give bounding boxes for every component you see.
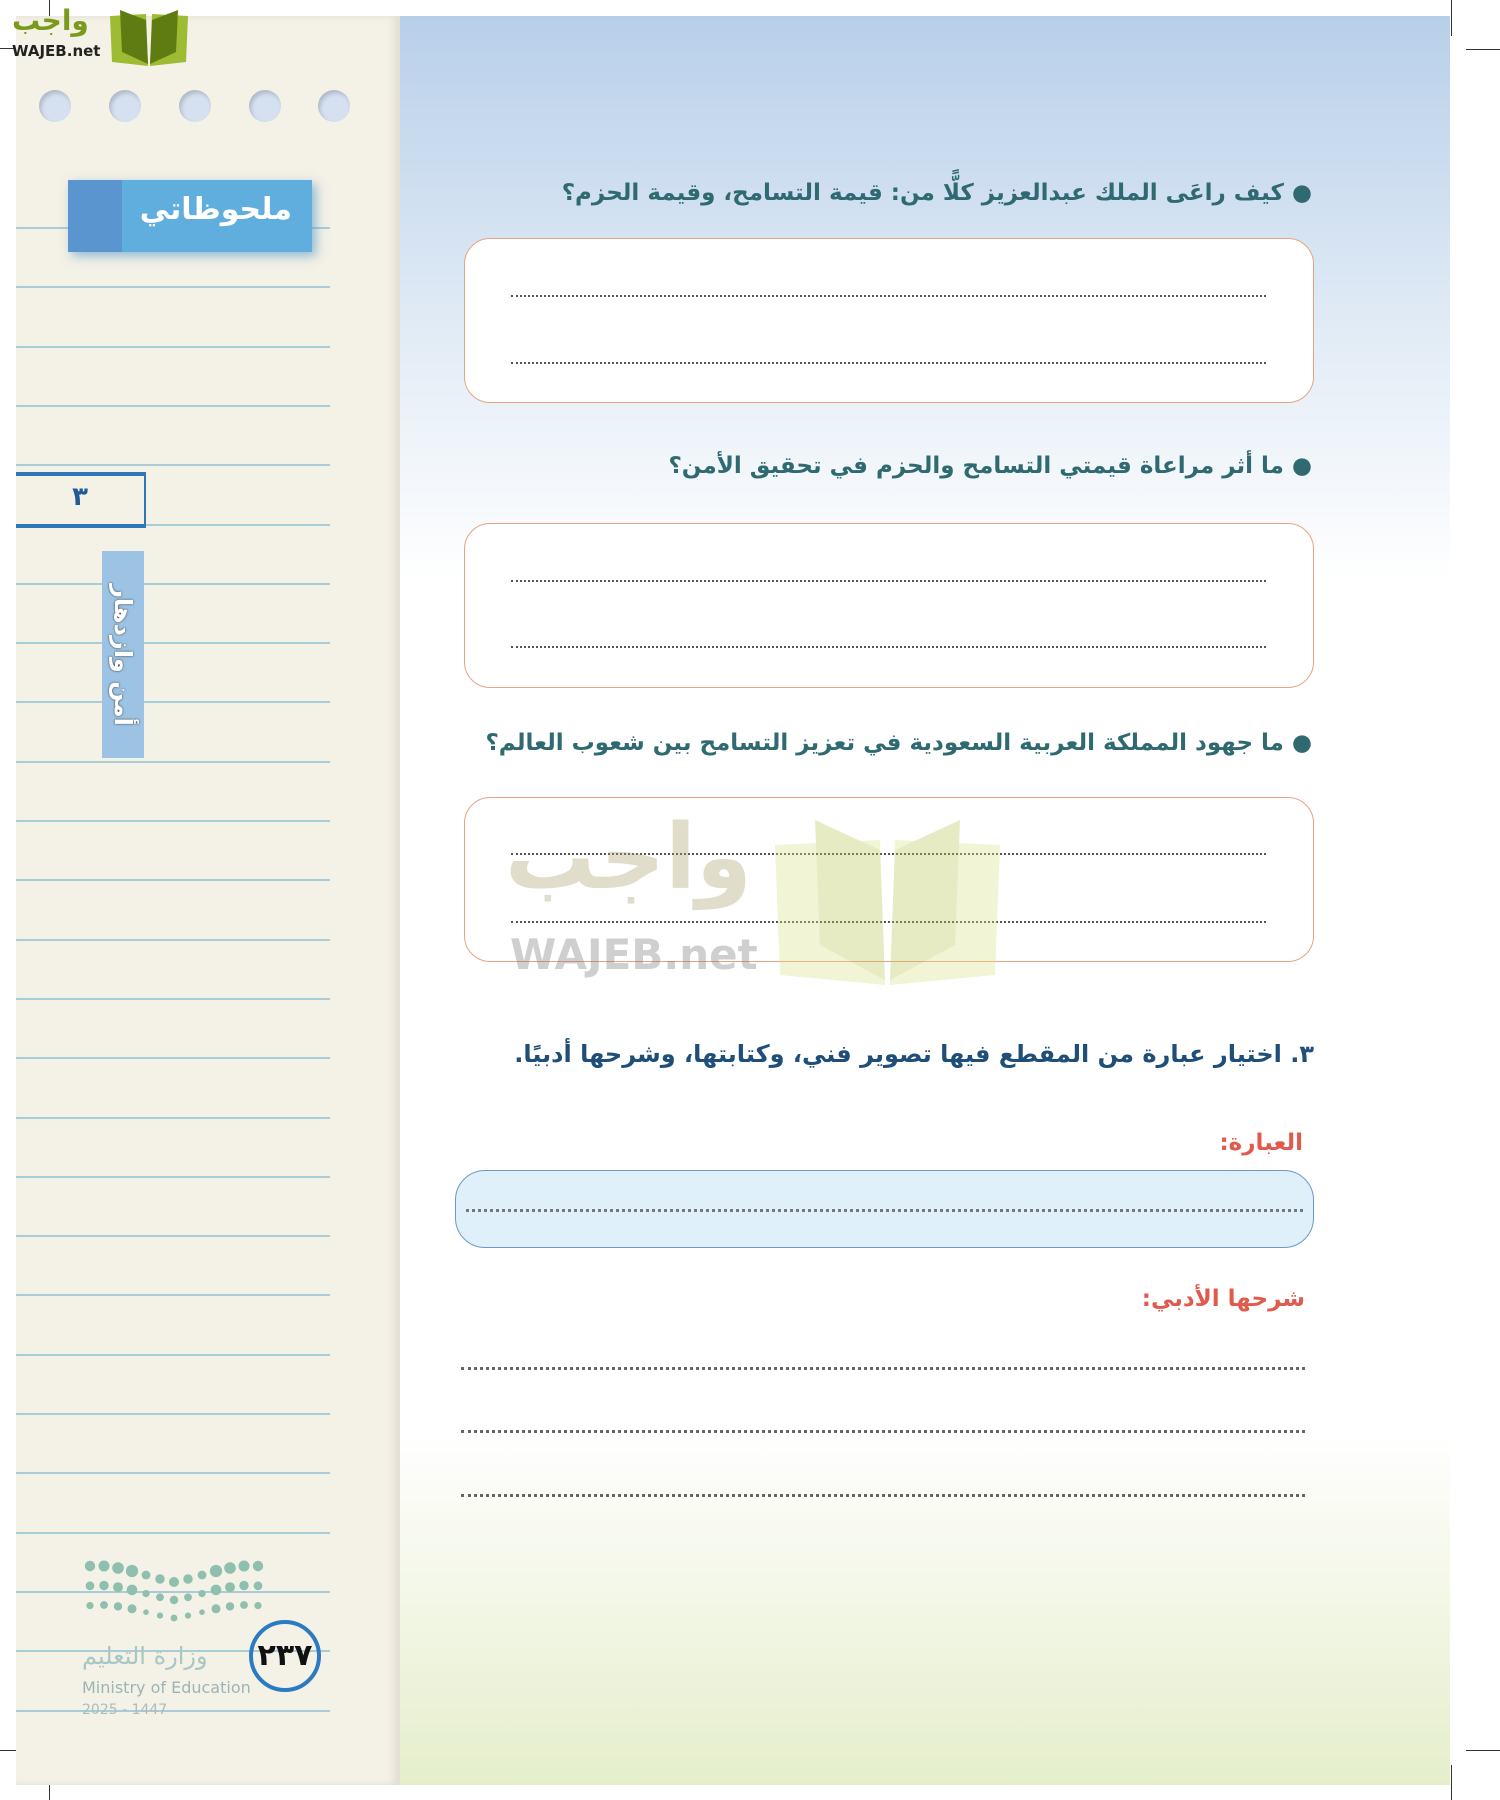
crop-mark bbox=[1451, 1765, 1452, 1800]
notebook-rule-line bbox=[16, 820, 330, 822]
answer-line[interactable] bbox=[511, 646, 1266, 648]
wajeb-logo-arabic: واجب bbox=[12, 4, 89, 37]
notes-label bbox=[68, 180, 312, 252]
binder-hole bbox=[39, 90, 71, 122]
notebook-rule-line bbox=[16, 1235, 330, 1237]
answer-line[interactable] bbox=[511, 580, 1266, 582]
wajeb-logo bbox=[8, 4, 193, 68]
notebook-rule-line bbox=[16, 1354, 330, 1356]
notebook-rule-line bbox=[16, 346, 330, 348]
phrase-label: العبارة: bbox=[1219, 1130, 1303, 1156]
crop-mark bbox=[1466, 1750, 1500, 1751]
crop-mark bbox=[1466, 49, 1500, 50]
question-2: ● ما أثر مراعاة قيمتي التسامح والحزم في تحقيق الأمن؟ bbox=[668, 453, 1312, 479]
notebook-rule-line bbox=[16, 464, 330, 466]
notebook-rule-line bbox=[16, 1532, 330, 1534]
notebook-rule-line bbox=[16, 701, 330, 703]
explanation-label: شرحها الأدبي: bbox=[1141, 1286, 1305, 1312]
page-number: ٢٣٧ bbox=[257, 1638, 313, 1673]
book-icon bbox=[108, 6, 190, 66]
notebook-rule-line bbox=[16, 998, 330, 1000]
page-number-circle bbox=[249, 1620, 321, 1692]
explanation-line[interactable] bbox=[461, 1430, 1305, 1433]
notes-sidebar bbox=[16, 16, 400, 1785]
binder-hole bbox=[179, 90, 211, 122]
question-1: ● كيف راعَى الملك عبدالعزيز كلًّا من: قيمة التسامح، وقيمة الحزم؟ bbox=[561, 180, 1312, 206]
watermark-book-icon bbox=[775, 815, 1000, 985]
binder-hole bbox=[109, 90, 141, 122]
answer-box-2[interactable] bbox=[464, 523, 1314, 688]
ministry-year: 2025 - 1447 bbox=[82, 1702, 168, 1718]
ministry-dots-icon bbox=[82, 1560, 292, 1630]
chapter-box bbox=[16, 472, 146, 528]
notebook-rule-line bbox=[16, 761, 330, 763]
unit-tab-text: أمن وازدهار bbox=[109, 583, 137, 726]
notebook-rule-line bbox=[16, 879, 330, 881]
explanation-line[interactable] bbox=[461, 1494, 1305, 1497]
wajeb-watermark bbox=[505, 805, 1005, 995]
notebook-rule-line bbox=[16, 405, 330, 407]
ministry-english: Ministry of Education bbox=[82, 1678, 251, 1697]
notebook-rule-line bbox=[16, 583, 330, 585]
crop-mark bbox=[1451, 0, 1452, 36]
notebook-rule-line bbox=[16, 286, 330, 288]
notebook-rule-line bbox=[16, 1413, 330, 1415]
answer-line[interactable] bbox=[511, 362, 1266, 364]
explanation-line[interactable] bbox=[461, 1367, 1305, 1370]
binder-hole bbox=[318, 90, 350, 122]
question-3: ● ما جهود المملكة العربية السعودية في تعزيز التسامح بين شعوب العالم؟ bbox=[485, 730, 1312, 756]
wajeb-logo-latin: WAJEB.net bbox=[12, 42, 101, 60]
notebook-rule-line bbox=[16, 939, 330, 941]
phrase-input[interactable] bbox=[455, 1170, 1314, 1248]
unit-tab bbox=[102, 551, 144, 758]
notebook-rule-line bbox=[16, 642, 330, 644]
notebook-rule-line bbox=[16, 1057, 330, 1059]
notebook-rule-line bbox=[16, 1117, 330, 1119]
binder-hole bbox=[249, 90, 281, 122]
notebook-rule-line bbox=[16, 1472, 330, 1474]
notebook-rule-line bbox=[16, 1294, 330, 1296]
watermark-latin: WAJEB.net bbox=[510, 930, 758, 979]
answer-box-1[interactable] bbox=[464, 238, 1314, 403]
ministry-arabic: وزارة التعليم bbox=[82, 1642, 208, 1670]
notebook-rule-line bbox=[16, 1176, 330, 1178]
task-3-title: ٣. اختيار عبارة من المقطع فيها تصوير فني، وكتابتها، وشرحها أدبيًا. bbox=[514, 1040, 1314, 1068]
notes-label-text: ملحوظاتي bbox=[139, 192, 292, 227]
answer-line[interactable] bbox=[511, 295, 1266, 297]
chapter-number: ٣ bbox=[72, 482, 88, 512]
watermark-arabic: واجب bbox=[505, 805, 752, 910]
